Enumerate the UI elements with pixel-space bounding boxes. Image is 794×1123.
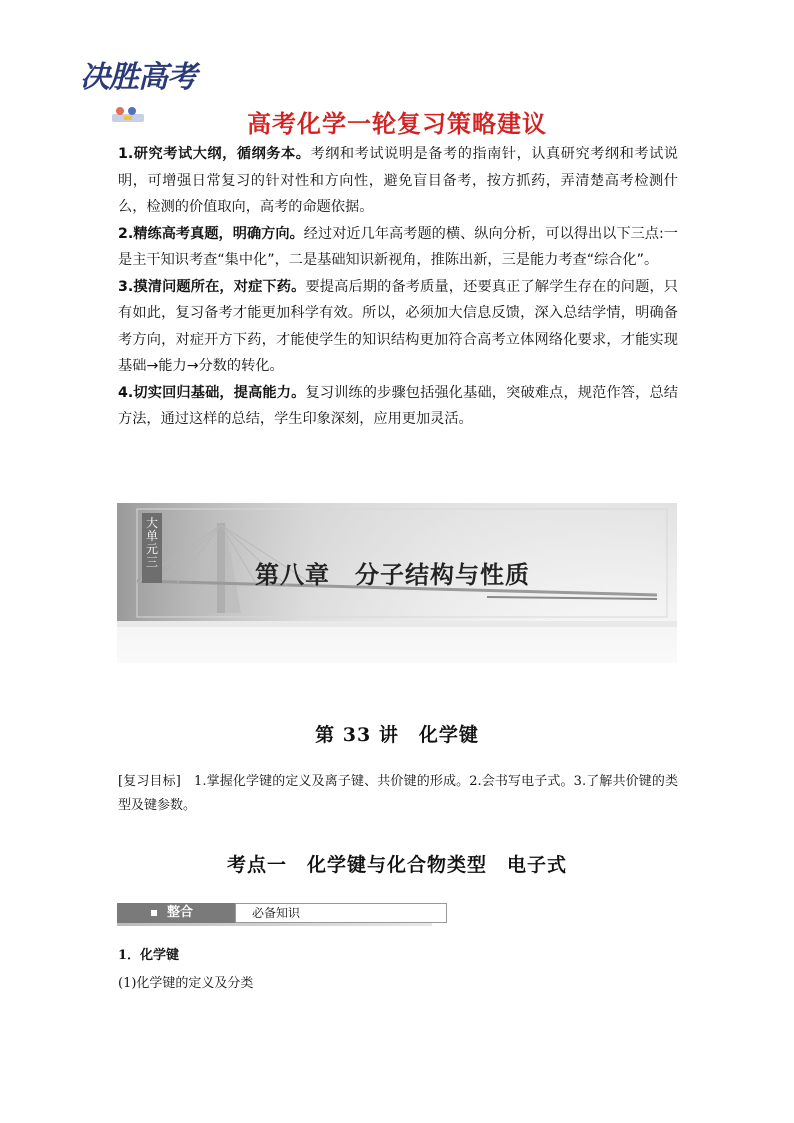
page-title: 高考化学一轮复习策略建议 bbox=[247, 110, 547, 138]
tab-essential-knowledge bbox=[235, 903, 447, 923]
strategy-paragraphs bbox=[118, 141, 678, 433]
paragraph bbox=[118, 141, 678, 221]
tab-label: 整合 bbox=[167, 905, 194, 920]
review-goals: [复习目标] 1.掌握化学键的定义及离子键、共价键的形成。2.会书写电子式。3.了解共价键的类型及键参数。 bbox=[118, 774, 678, 813]
paragraph-body: 经过对近几年高考题的横、纵向分析，可以得出以下三点:一是主干知识考查“集中化”，二是基础知识新视角，推陈出新，三是能力考查“综合化”。 bbox=[118, 225, 678, 268]
paragraph bbox=[118, 221, 678, 274]
chapter-banner bbox=[117, 503, 677, 663]
paragraph-lead: 1.研究考试大纲，循纲务本。 bbox=[118, 146, 311, 162]
list-item: 1．化学键 bbox=[118, 948, 180, 963]
paragraph-lead: 4.切实回归基础，提高能力。 bbox=[118, 384, 306, 401]
paragraph-body: 考纲和考试说明是备考的指南针，认真研究考纲和考试说明，可增强日常复习的针对性和方向性，避免盲目备考，按方抓药，弄清楚高考检测什么，检测的价值取向，高考的命题依据。 bbox=[118, 146, 678, 215]
square-bullet-icon bbox=[151, 910, 157, 916]
paragraph-lead: 3.摸清问题所在，对症下药。 bbox=[118, 278, 306, 295]
paragraph-body: 要提高后期的备考质量，还要真正了解学生存在的问题，只有如此，复习备考才能更加科学有效。所以，必须加大信息反馈，深入总结学情，明确备考方向，对症开方下药，才能使学生的知识结构更加符合高考立体网络化要求，才能实现基础→能力→分数的转化。 bbox=[118, 278, 678, 374]
tab-integration bbox=[117, 903, 235, 923]
paragraph-body: 复习训练的步骤包括强化基础，突破难点，规范作答，总结方法，通过这样的总结，学生印象深刻，应用更加灵活。 bbox=[118, 384, 678, 427]
paragraph-lead: 2.精练高考真题，明确方向。 bbox=[118, 225, 304, 242]
tab-label: 必备知识 bbox=[252, 906, 301, 920]
section-tab-bar bbox=[117, 903, 432, 926]
lecture-title: 第 33 讲 化学键 bbox=[315, 724, 479, 746]
chapter-title: 第八章 分子结构与性质 bbox=[255, 561, 530, 589]
unit-tag: 大单元三 bbox=[145, 516, 158, 569]
tab-underline bbox=[117, 923, 432, 926]
logo-text: 决胜高考 bbox=[80, 60, 196, 95]
section-title: 考点一 化学键与化合物类型 电子式 bbox=[226, 854, 567, 876]
paragraph bbox=[118, 380, 678, 433]
list-item: (1)化学键的定义及分类 bbox=[118, 976, 254, 991]
paragraph bbox=[118, 274, 678, 380]
